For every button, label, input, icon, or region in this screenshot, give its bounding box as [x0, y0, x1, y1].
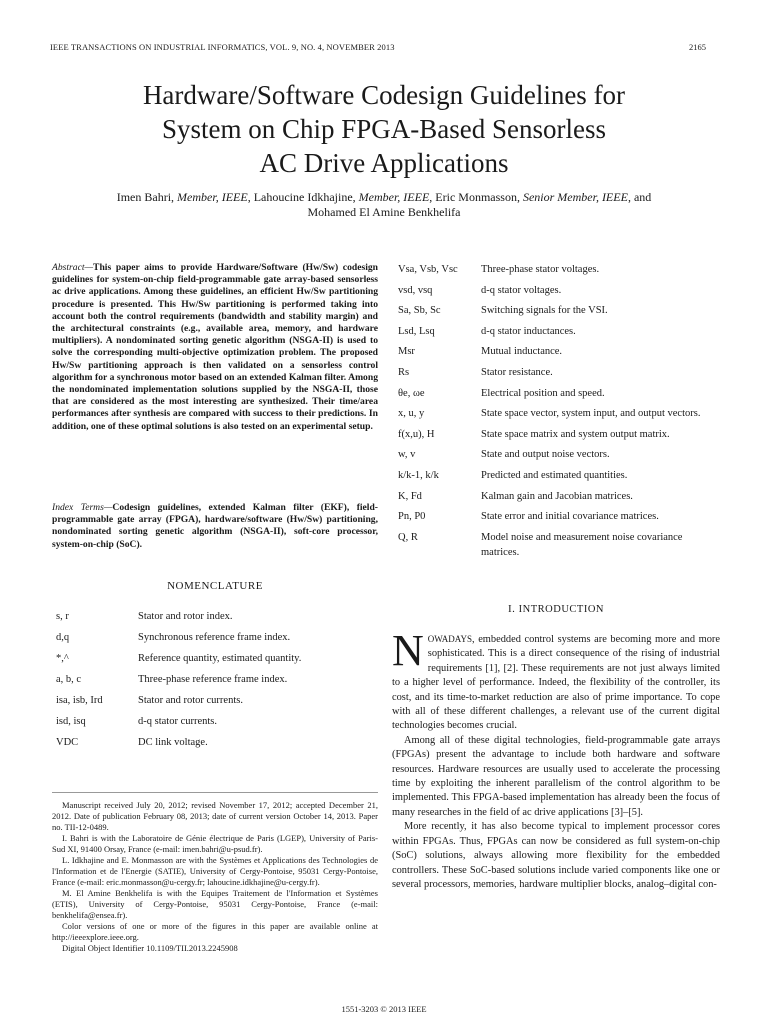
footnote: L. Idkhajine and E. Monmasson are with the Systèmes et Applications des Technologies de l'Information et de l'Energie (SATIE), University of Cergy-Pontoise, 95031 Cergy-Pontoise, France (e-mail: eric.monmasson@u-cergy.fr; lahoucine.idkhajine@u-cergy.fr). — [52, 855, 378, 887]
footnotes — [52, 800, 378, 954]
nomenclature-symbol: Lsd, Lsq — [398, 325, 435, 337]
author-line-1 — [60, 190, 708, 205]
author-2-role: Member, IEEE — [358, 190, 430, 204]
nomenclature-symbol: K, Fd — [398, 490, 422, 502]
nomenclature-description: DC link voltage. — [138, 737, 208, 748]
nomenclature-description: State and output noise vectors. — [481, 449, 610, 461]
nomenclature-symbol: vsd, vsq — [398, 284, 433, 296]
nomenclature-description: Synchronous reference frame index. — [138, 632, 291, 643]
nomenclature-row — [56, 611, 356, 632]
nomenclature-list-continued — [398, 262, 720, 565]
nomenclature-row — [398, 386, 720, 401]
index-terms-lead: Index Terms— — [52, 502, 113, 513]
nomenclature-symbol: Pn, P0 — [398, 511, 426, 523]
intro-paragraph-3: More recently, it has also become typical to implement processor cores within FPGAs. Thus, FPGAs can now be considered as full system-on-chip (SoC) solutions, always allowing more flexibility for the embedded controllers. These SoC-based solutions include varied components like one or several processors, memories, hardware multiplier blocks, analog–digital con- — [392, 821, 720, 890]
nomenclature-row — [56, 716, 356, 737]
nomenclature-symbol: w, v — [398, 449, 416, 461]
footnote: Digital Object Identifier 10.1109/TII.2013.2245908 — [62, 943, 238, 953]
nomenclature-row — [398, 344, 720, 359]
author-1: Imen Bahri, — [116, 190, 178, 204]
nomenclature-description: Predicted and estimated quantities. — [481, 469, 628, 481]
footnote: M. El Amine Benkhelifa is with the Equipes Traitement de l'Information et Systèmes (ETIS), University of Cergy-Pontoise, 95031 Cergy-Pontoise, France (e-mail: benkhelifa@ensea.fr). — [52, 888, 378, 920]
nomenclature-row — [398, 530, 720, 560]
introduction-title: INTRODUCTION — [518, 604, 604, 615]
nomenclature-row — [398, 489, 720, 504]
nomenclature-row — [398, 324, 720, 339]
abstract-lead: Abstract— — [52, 262, 94, 273]
nomenclature-symbol: a, b, c — [56, 674, 82, 685]
nomenclature-row — [398, 303, 720, 318]
nomenclature-description: Switching signals for the VSI. — [481, 305, 608, 317]
introduction-number: I. — [508, 603, 519, 615]
nomenclature-description: d-q stator currents. — [138, 716, 218, 727]
nomenclature-description: Electrical position and speed. — [481, 387, 605, 399]
nomenclature-description: Kalman gain and Jacobian matrices. — [481, 490, 633, 502]
author-1-role: Member, IEEE — [177, 190, 248, 204]
intro-first-word: OWADAYS — [427, 634, 472, 644]
nomenclature-symbol: f(x,u), H — [398, 428, 435, 440]
nomenclature-description: Three-phase stator voltages. — [481, 264, 600, 275]
title-line-2: System on Chip FPGA-Based Sensorless — [161, 114, 607, 144]
nomenclature-symbol: Rs — [398, 366, 410, 378]
abstract — [52, 262, 378, 433]
nomenclature-symbol: s, r — [56, 611, 69, 622]
drop-cap: N — [392, 626, 424, 675]
author-list — [60, 190, 708, 220]
journal-header: IEEE TRANSACTIONS ON INDUSTRIAL INFORMATICS, VOL. 9, NO. 4, NOVEMBER 2013 — [50, 42, 395, 52]
nomenclature-row — [56, 632, 356, 653]
nomenclature-row — [56, 653, 356, 674]
author-3-role: Senior Member, IEEE — [522, 190, 628, 204]
nomenclature-description: Three-phase reference frame index. — [138, 674, 288, 685]
nomenclature-symbol: Sa, Sb, Sc — [398, 305, 441, 317]
nomenclature-symbol: Q, R — [398, 531, 418, 543]
nomenclature-description: State space vector, system input, and output vectors. — [481, 408, 701, 420]
title-line-1: Hardware/Software Codesign Guidelines for — [142, 80, 626, 110]
nomenclature-row — [56, 674, 356, 695]
nomenclature-symbol: *,^ — [56, 653, 69, 664]
nomenclature-description: Stator and rotor currents. — [138, 695, 243, 706]
nomenclature-description: Stator and rotor index. — [138, 611, 233, 622]
nomenclature-description: Stator resistance. — [481, 366, 553, 378]
nomenclature-symbol: isa, isb, Ird — [56, 695, 103, 706]
footnote: Manuscript received July 20, 2012; revised November 17, 2012; accepted December 21, 2012. Date of publication February 08, 2013; date of current version October 14, 2013. Paper no. TII-12-0489. — [52, 800, 378, 832]
nomenclature-description: d-q stator inductances. — [481, 325, 576, 337]
footnote: Color versions of one or more of the figures in this paper are available online at http://ieeexplore.ieee.org. — [52, 921, 378, 942]
nomenclature-symbol: isd, isq — [56, 716, 86, 727]
nomenclature-row — [398, 447, 720, 462]
author-3: , Eric Monmasson, — [429, 190, 523, 204]
author-2: , Lahoucine Idkhajine, — [247, 190, 359, 204]
intro-paragraph-1 — [392, 626, 720, 734]
author-4: Mohamed El Amine Benkhelifa — [307, 205, 461, 219]
nomenclature-row — [398, 427, 720, 442]
nomenclature-symbol: Msr — [398, 346, 415, 358]
nomenclature-row — [398, 365, 720, 380]
paper-title — [40, 78, 728, 180]
nomenclature-symbol: x, u, y — [398, 408, 425, 420]
intro-paragraph-2: Among all of these digital technologies, field-programmable gate arrays (FPGAs) present the advantage to include both hardware and software resources. Hardware resources are usually used to accelerate the processing time by exploiting the inherent parallelism of the control algorithm to be implemented. This FPGA-based implementation has already been the focus of many researches in the field of ac drive applications [3]–[5]. — [392, 734, 720, 818]
nomenclature-row — [56, 695, 356, 716]
nomenclature-row — [398, 509, 720, 524]
nomenclature-symbol: k/k-1, k/k — [398, 469, 439, 481]
index-terms-text: Codesign guidelines, extended Kalman filter (EKF), field-programmable gate array (FPGA), hardware/software (Hw/Sw) partitioning, nondominated sorting genetic algorithm (NSGA-II), soft-core processor, system-on-chip (SoC). — [52, 502, 379, 550]
nomenclature-symbol: Vsa, Vsb, Vsc — [398, 264, 458, 275]
nomenclature-description: d-q stator voltages. — [481, 284, 562, 296]
nomenclature-row — [398, 283, 720, 298]
author-and: , and — [627, 190, 652, 204]
index-terms — [52, 502, 378, 551]
footnote: I. Bahri is with the Laboratoire de Génie électrique de Paris (LGEP), University of Paris-Sud XI, 91400 Orsay, France (e-mail: imen.bahri@u-psud.fr). — [52, 833, 378, 854]
footnote-divider — [52, 792, 378, 793]
nomenclature-symbol: d,q — [56, 632, 70, 643]
nomenclature-symbol: VDC — [56, 737, 79, 748]
nomenclature-row — [56, 737, 356, 758]
title-line-3: AC Drive Applications — [259, 148, 509, 178]
nomenclature-row — [398, 262, 720, 277]
abstract-text: This paper aims to provide Hardware/Software (Hw/Sw) codesign guidelines for system-on-chip field-programmable gate array-based sensorless ac drive applications. Among these guidelines, an efficient Hw/Sw partitioning procedure is presented. This Hw/Sw partitioning is performed taking into account both the control requirements (bandwidth and stability margin) and the architectural constraints (e.g., available area, memory, and hardware multipliers). A nondominated sorting genetic algorithm (NSGA-II) is used to solve the corresponding multi-objective optimization problem. The proposed Hw/Sw partitioning approach is then validated on a sensorless control algorithm for a synchronous motor based on an extended Kalman filter. Among the nondominated implementation solutions supplied by the NSGA-II, those that are considered as the most interesting are synthesized. Their time/area performances after synthesis are compared with success to their predictions. In addition, one of these optimal solutions is also tested on an experimental setup. — [52, 262, 378, 432]
copyright-footer: 1551-3203 © 2013 IEEE — [341, 1004, 427, 1014]
nomenclature-symbol: θe, ωe — [398, 387, 425, 399]
nomenclature-heading: NOMENCLATURE — [167, 580, 263, 592]
nomenclature-row — [398, 468, 720, 483]
nomenclature-list — [56, 611, 356, 758]
nomenclature-description: State space matrix and system output matrix. — [481, 428, 670, 440]
introduction-heading — [392, 603, 720, 615]
nomenclature-description: Mutual inductance. — [481, 346, 563, 358]
nomenclature-row — [398, 406, 720, 421]
introduction-body — [392, 626, 720, 892]
page-number: 2165 — [689, 42, 706, 52]
nomenclature-description: Reference quantity, estimated quantity. — [138, 653, 302, 664]
nomenclature-description: Model noise and measurement noise covariance matrices. — [481, 531, 683, 558]
intro-text-1: , embedded control systems are becoming more and more sophisticated. This is a direct consequence of the rising of industrial requirements [1], [2]. These requirements are not just always limited to a higher level of performance. Indeed, the flexibility of the controller, its cost, and its time-to-market reduction are also of prime importance. To cope with all of these different challenges, a relevant use of the current digital technologies becomes crucial. — [392, 634, 720, 732]
nomenclature-description: State error and initial covariance matrices. — [481, 511, 659, 523]
